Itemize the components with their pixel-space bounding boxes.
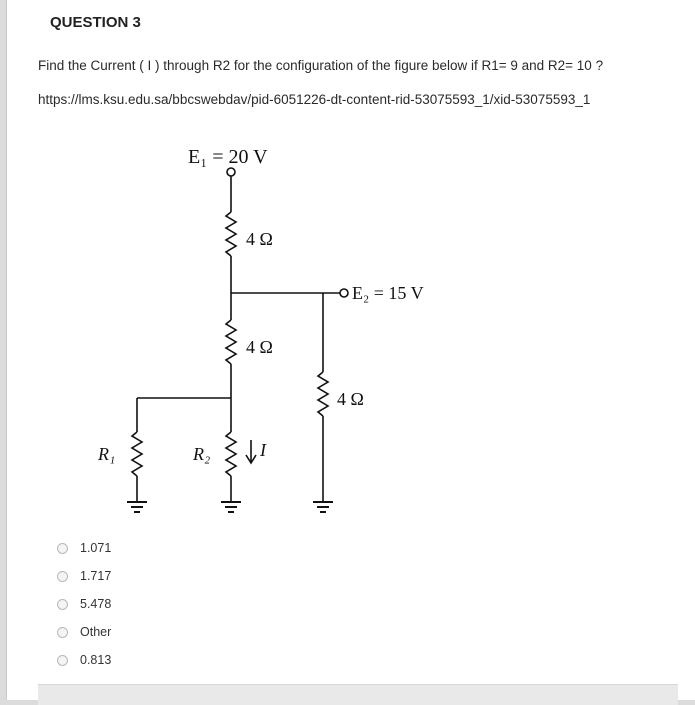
radio-button[interactable] xyxy=(57,599,68,610)
ground-r2 xyxy=(221,502,241,512)
r-top-label: 4 Ω xyxy=(246,229,273,249)
option-label: 1.071 xyxy=(80,541,112,555)
resistor-r1 xyxy=(132,432,142,476)
answer-options xyxy=(57,534,111,674)
e2-label: E₂ = 15 V xyxy=(352,283,424,303)
e1-label: E₁ = 20 V xyxy=(188,146,268,168)
r1-label: R₁ xyxy=(98,444,116,464)
option-label: 1.717 xyxy=(80,569,112,583)
radio-button[interactable] xyxy=(57,627,68,638)
option-label: 0.813 xyxy=(80,653,112,667)
question-link[interactable]: https://lms.ksu.edu.sa/bbcswebdav/pid-6051226-dt-content-rid-53075593_1/xid-53075593_1 xyxy=(38,92,591,107)
radio-button[interactable] xyxy=(57,571,68,582)
next-question-divider xyxy=(38,684,678,705)
ground-right xyxy=(313,502,333,512)
question-title: QUESTION 3 xyxy=(50,14,141,31)
answer-option-1[interactable] xyxy=(57,534,111,562)
question-text: Find the Current ( I ) through R2 for the configuration of the figure below if R1= 9 and R2= 10 ? xyxy=(38,58,604,73)
r-right-label: 4 Ω xyxy=(337,389,364,409)
option-label: Other xyxy=(80,625,112,639)
current-label: I xyxy=(260,440,266,460)
resistor-top xyxy=(226,212,236,256)
r2-label: R₂ xyxy=(193,444,211,464)
radio-button[interactable] xyxy=(57,543,68,554)
option-label: 5.478 xyxy=(80,597,112,611)
resistor-right xyxy=(318,372,328,416)
resistor-middle xyxy=(226,320,236,364)
e2-terminal xyxy=(340,289,348,297)
answer-option-4[interactable] xyxy=(57,618,111,646)
ground-r1 xyxy=(127,502,147,512)
answer-option-3[interactable] xyxy=(57,590,111,618)
e1-terminal xyxy=(227,168,235,176)
radio-button[interactable] xyxy=(57,655,68,666)
resistor-r2 xyxy=(226,432,236,476)
r-mid-label: 4 Ω xyxy=(246,337,273,357)
current-arrow xyxy=(246,440,256,463)
answer-option-2[interactable] xyxy=(57,562,111,590)
answer-option-5[interactable] xyxy=(57,646,111,674)
